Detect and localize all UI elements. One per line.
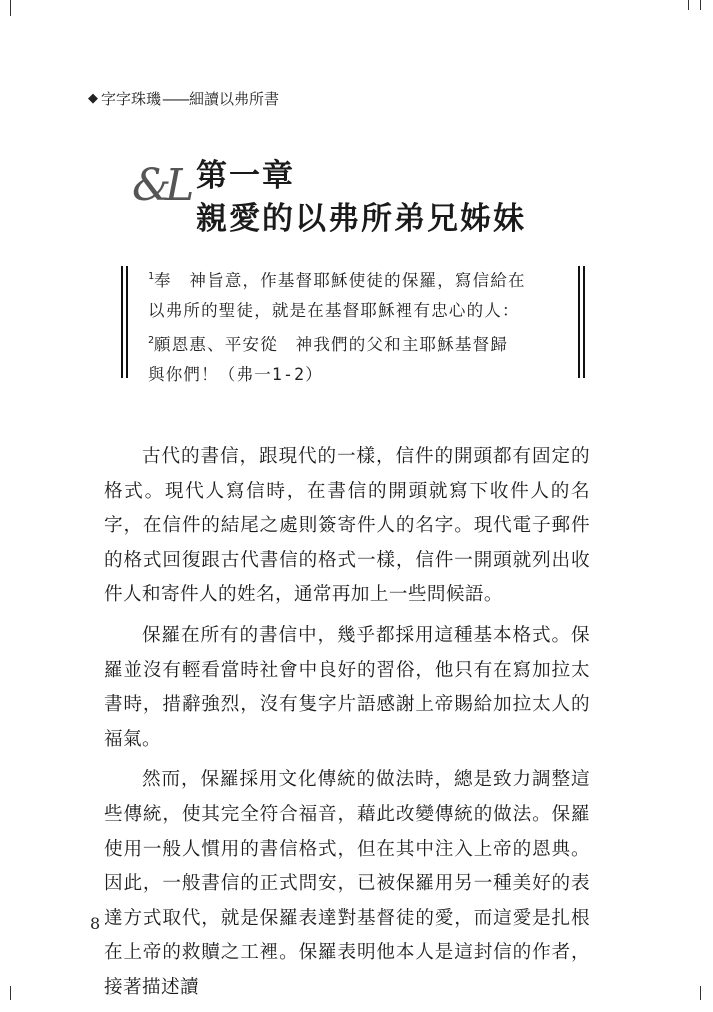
paragraph: 然而，保羅採用文化傳統的做法時，總是致力調整這些傳統，使其完全符合福音，藉此改變傳統的做法。保羅使用一般人慣用的書信格式，但在其中注入上帝的恩典。因此，一般書信的正式問安，已被保羅用另一種美好的表達方式取代，就是保羅表達對基督徒的愛，而這愛是扎根在上帝的救贖之工裡。保羅表明他本人是這封信的作者，接著描述讀 [104, 769, 590, 998]
quote-bar-left-outer [121, 266, 123, 378]
running-header [88, 88, 279, 109]
chapter-title: 親愛的以弗所弟兄姊妹 [196, 201, 526, 237]
quote-bar-right-outer [583, 266, 585, 378]
book-title: 字字珠璣 [101, 90, 162, 108]
scripture-line-1: $^1$奉 神旨意，作基督耶穌使徒的保羅，寫信給在 [148, 271, 526, 290]
scripture-quote [148, 262, 570, 390]
paragraph: 古代的書信，跟現代的一樣，信件的開頭都有固定的格式。現代人寫信時，在書信的開頭就寫下收件人的名字，在信件的結尾之處則簽寄件人的名字。現代電子郵件的格式回復跟古代書信的格式一樣，信件一開頭就列出收件人和寄件人的姓名，通常再加上一些問候語。 [104, 446, 590, 606]
crop-mark-bottom-right [700, 986, 701, 1000]
crop-mark-top-right-b [700, 0, 701, 10]
crop-mark-bottom-left [10, 986, 11, 1000]
quote-bar-left-inner [126, 266, 128, 378]
book-subtitle: 細讀以弗所書 [189, 90, 280, 108]
page-number: 8 [90, 914, 101, 933]
crop-mark-top-left [10, 0, 11, 16]
chapter-number: 第一章 [196, 158, 295, 194]
scripture-line-3: $^2$願恩惠、平安從 神我們的父和主耶穌基督歸 [148, 335, 509, 354]
quote-bar-right-inner [578, 266, 580, 378]
body-text [104, 440, 590, 1012]
paragraph: 保羅在所有的書信中，幾乎都採用這種基本格式。保羅並沒有輕看當時社會中良好的習俗，他只有在寫加拉太書時，措辭強烈，沒有隻字片語感謝上帝賜給加拉太人的福氣。 [104, 624, 590, 750]
crop-mark-top-right-a [688, 0, 689, 10]
chapter-ornament: &L [132, 160, 189, 211]
diamond-icon: ◆ [88, 91, 98, 106]
verse-number-2: 2 [148, 335, 155, 346]
verse-number-1: 1 [148, 271, 155, 282]
scripture-line-4: 與你們！（弗一1-2） [148, 365, 324, 384]
scripture-line-2: 以弗所的聖徒，就是在基督耶穌裡有忠心的人： [148, 301, 520, 320]
header-dash: —— [162, 89, 189, 108]
